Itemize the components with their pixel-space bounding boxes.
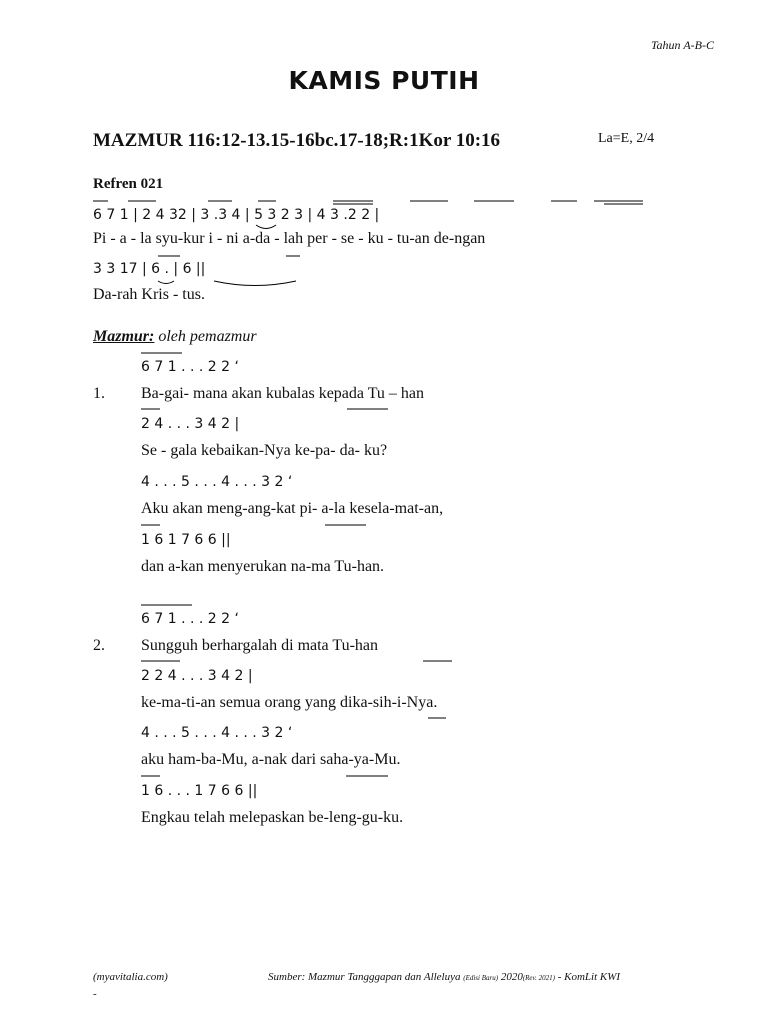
source-title: Sumber: Mazmur Tangggapan dan Alleluya — [268, 971, 461, 983]
source-edition: (Edisi Baru) — [463, 974, 499, 982]
verse2-lyrics-2: ke-ma-ti-an semua orang yang dika-sih-i-Nya. — [141, 694, 438, 711]
verse2-notes-2: 2 2 4 . . . 3 4 2 | — [141, 668, 253, 684]
refrain-lyrics-line2: Da-rah Kris - tus. — [93, 286, 205, 303]
verse1-notes-4: 1 6 1 7 6 6 || — [141, 532, 231, 548]
verse1-lyrics-4: dan a-kan menyerukan na-ma Tu-han. — [141, 558, 385, 575]
psalm-heading: MAZMUR 116:12-13.15-16bc.17-18;R:1Kor 10:16 — [93, 130, 501, 151]
verses-label: Mazmur: — [93, 328, 155, 345]
key-signature: La=E, 2/4 — [598, 131, 655, 146]
refrain-notes-line1: 6 7 1 | 2 4 32 | 3 .3 4 | 5 3 2 3 | 4 3 .2 2 | — [93, 207, 380, 223]
footer-source — [268, 971, 620, 983]
verses-intro — [93, 328, 257, 346]
verse2-notes-4: 1 6 . . . 1 7 6 6 || — [141, 783, 258, 799]
verse2-lyrics-4: Engkau telah melepaskan be-leng-gu-ku. — [141, 809, 404, 826]
source-revision: (Rev. 2021) — [522, 974, 555, 982]
refrain-label: Refren 021 — [93, 176, 164, 192]
verse1-lyrics-2: Se - gala kebaikan-Nya ke-pa- da- ku? — [141, 442, 388, 459]
page-title: KAMIS PUTIH — [288, 66, 480, 95]
footer-site: (myavitalia.com) — [93, 971, 168, 983]
verse1-notes-1: 6 7 1 . . . 2 2 ‘ — [141, 359, 239, 375]
footer-dash: - — [93, 988, 97, 1000]
source-publisher: - KomLit KWI — [554, 971, 621, 983]
year-cycle: Tahun A-B-C — [650, 38, 714, 52]
verse1-lyrics-3: Aku akan meng-ang-kat pi- a-la kesela-mat-an, — [141, 500, 444, 517]
verse2-notes-3: 4 . . . 5 . . . 4 . . . 3 2 ‘ — [141, 725, 293, 741]
verse2-notes-1: 6 7 1 . . . 2 2 ‘ — [141, 611, 239, 627]
verse1-number: 1. — [93, 385, 105, 402]
verse1-notes-3: 4 . . . 5 . . . 4 . . . 3 2 ‘ — [141, 474, 293, 490]
verse2-lyrics-3: aku ham-ba-Mu, a-nak dari saha-ya-Mu. — [141, 751, 401, 768]
refrain-lyrics-line1: Pi - a - la syu-kur i - ni a-da - lah per - se - ku - tu-an de-ngan — [93, 230, 486, 247]
verse2-lyrics-1: Sungguh berhargalah di mata Tu-han — [141, 637, 379, 654]
verses-performer: oleh pemazmur — [154, 328, 257, 345]
refrain-notes-line2: 3 3 17 | 6 . | 6 || — [93, 261, 206, 277]
verse1-notes-2: 2 4 . . . 3 4 2 | — [141, 416, 240, 432]
source-year: 2020 — [500, 971, 523, 983]
verse2-number: 2. — [93, 637, 105, 654]
verse1-lyrics-1: Ba-gai- mana akan kubalas kepada Tu – han — [141, 385, 425, 402]
